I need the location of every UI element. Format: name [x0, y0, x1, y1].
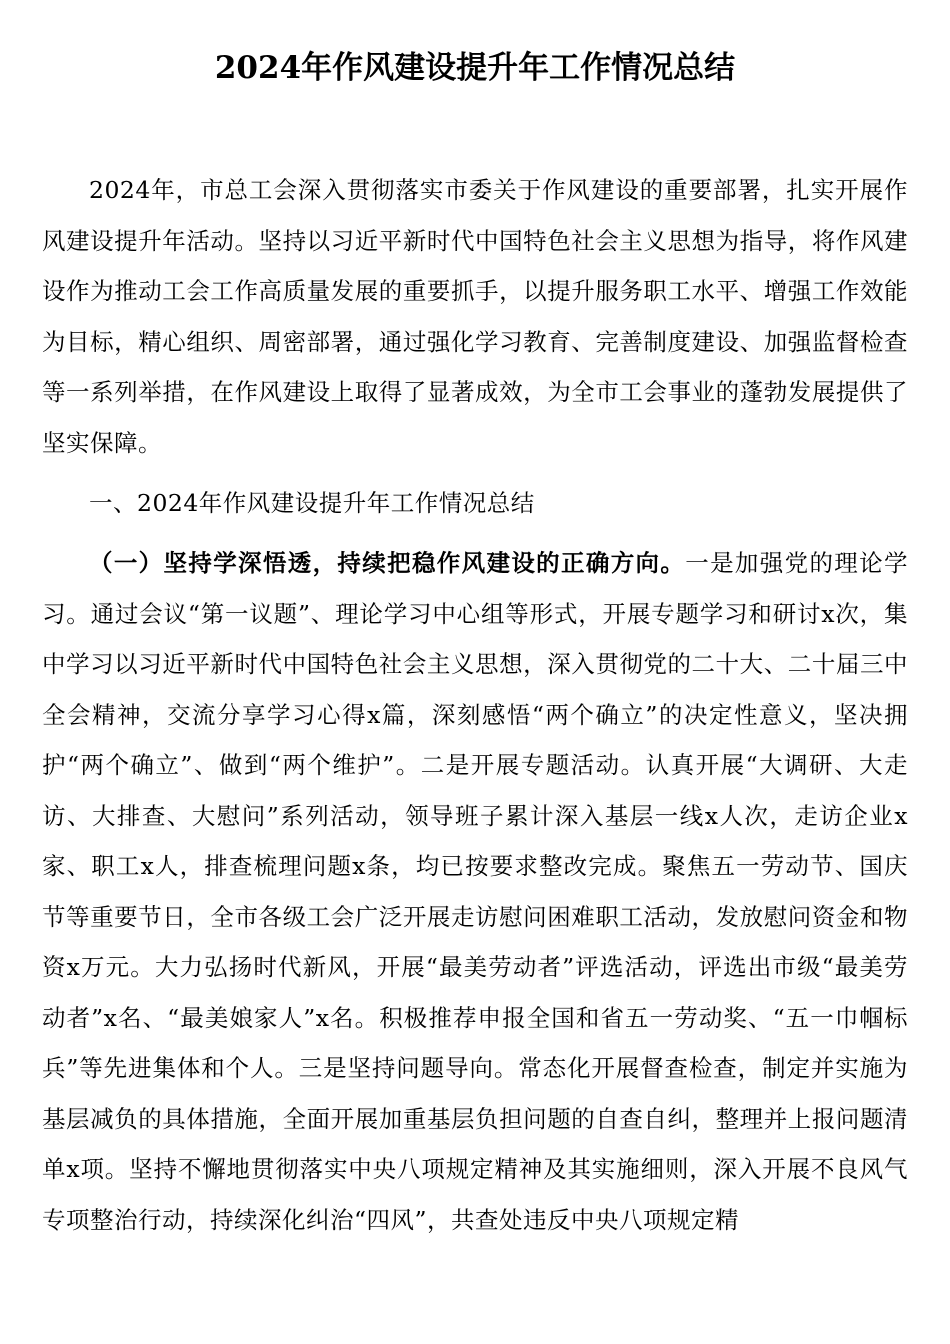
section-heading: 一、2024年作风建设提升年工作情况总结 [89, 489, 535, 517]
intro-paragraph: 2024年，市总工会深入贯彻落实市委关于作风建设的重要部署，扎实开展作风建设提升年活动。坚持以习近平新时代中国特色社会主义思想为指导，将作风建设作为推动工会工作高质量发展的重要抓手，以提升服务职工水平、增强工作效能为目标，精心组织、周密部署，通过强化学习教育、完善制度建设、加强监督检查等一系列举措，在作风建设上取得了显著成效，为全市工会事业的蓬勃发展提供了坚实保障。 [42, 176, 908, 457]
subsection-paragraph [42, 538, 908, 1245]
document-title: 2024年作风建设提升年工作情况总结 [214, 50, 736, 86]
subsection-body: 一是加强党的理论学习。通过会议“第一议题”、理论学习中心组等形式，开展专题学习和研讨x次，集中学习以习近平新时代中国特色社会主义思想，深入贯彻党的二十大、二十届三中全会精神，交流分享学习心得x篇，深刻感悟“两个确立”的决定性意义，坚决拥护“两个确立”、做到“两个维护”。二是开展专题活动。认真开展“大调研、大走访、大排查、大慰问”系列活动，领导班子累计深入基层一线x人次，走访企业x家、职工x人，排查梳理问题x条，均已按要求整改完成。聚焦五一劳动节、国庆节等重要节日，全市各级工会广泛开展走访慰问困难职工活动，发放慰问资金和物资x万元。大力弘扬时代新风，开展“最美劳动者”评选活动，评选出市级“最美劳动者”x名、“最美娘家人”x名。积极推荐申报全国和省五一劳动奖、“五一巾帼标兵”等先进集体和个人。三是坚持问题导向。常态化开展督查检查，制定并实施为基层减负的具体措施，全面开展加重基层负担问题的自查自纠，整理并上报问题清单x项。坚持不懈地贯彻落实中央八项规定精神及其实施细则，深入开展不良风气专项整治行动，持续深化纠治“四风”，共查处违反中央八项规定精 [42, 549, 908, 1234]
subsection-lead: （一）坚持学深悟透，持续把稳作风建设的正确方向。 [89, 549, 686, 577]
